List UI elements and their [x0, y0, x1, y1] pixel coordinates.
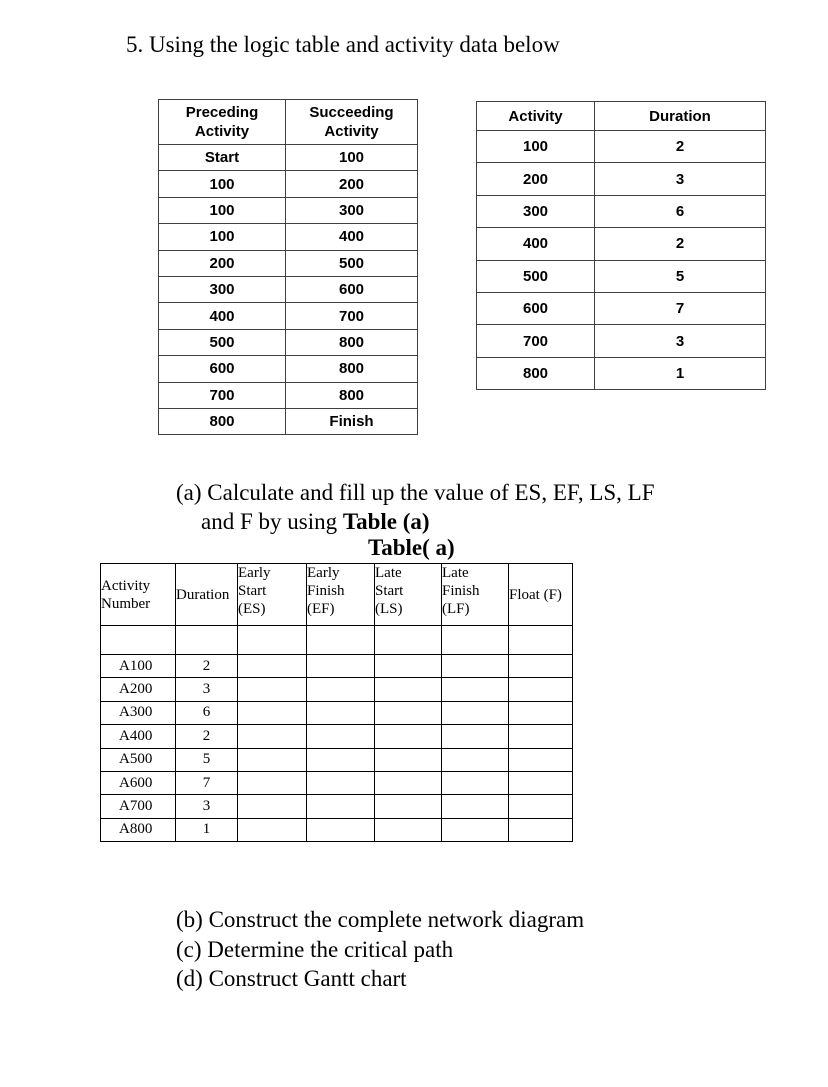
preceding-cell: 600 [159, 356, 286, 382]
activity-number-cell: A400 [101, 725, 176, 748]
succeeding-cell: 400 [286, 224, 418, 250]
ls-cell[interactable] [375, 655, 442, 678]
float-cell[interactable] [509, 795, 573, 818]
lf-cell[interactable] [442, 655, 509, 678]
float-cell[interactable] [509, 678, 573, 701]
preceding-cell: 800 [159, 408, 286, 434]
float-cell[interactable] [509, 655, 573, 678]
preceding-cell: Start [159, 145, 286, 171]
es-cell[interactable] [238, 748, 307, 771]
es-cell[interactable] [238, 795, 307, 818]
duration-cell: 3 [176, 678, 238, 701]
activity-number-cell: A600 [101, 771, 176, 794]
table-row [101, 771, 573, 794]
table-row [477, 195, 766, 227]
es-cell[interactable] [238, 678, 307, 701]
preceding-cell: 100 [159, 224, 286, 250]
lf-cell[interactable] [442, 725, 509, 748]
lf-cell[interactable] [442, 771, 509, 794]
table-row [477, 292, 766, 324]
part-a-line1: (a) Calculate and fill up the value of ES, EF, LS, LF [176, 480, 655, 505]
lf-cell[interactable] [442, 748, 509, 771]
duration-cell: 2 [176, 725, 238, 748]
table-row [477, 260, 766, 292]
table-row [159, 171, 418, 197]
table-row [159, 382, 418, 408]
lf-cell[interactable] [442, 701, 509, 724]
duration-cell: 3 [595, 325, 766, 357]
table-row [159, 408, 418, 434]
activity-cell: 100 [477, 131, 595, 163]
lf-cell[interactable] [442, 818, 509, 841]
table-row [159, 250, 418, 276]
blank-cell[interactable] [238, 626, 307, 655]
ls-cell[interactable] [375, 678, 442, 701]
preceding-cell: 500 [159, 329, 286, 355]
activity-cell: 700 [477, 325, 595, 357]
es-cell[interactable] [238, 771, 307, 794]
succeeding-cell: 800 [286, 329, 418, 355]
ls-cell[interactable] [375, 818, 442, 841]
header-ef: Early Finish (EF) [307, 564, 375, 626]
ef-cell[interactable] [307, 795, 375, 818]
es-cell[interactable] [238, 818, 307, 841]
header-lf: Late Finish (LF) [442, 564, 509, 626]
ls-cell[interactable] [375, 795, 442, 818]
duration-cell: 5 [176, 748, 238, 771]
ef-cell[interactable] [307, 678, 375, 701]
logic-table-header [159, 100, 418, 145]
table-row [159, 303, 418, 329]
succeeding-cell: Finish [286, 408, 418, 434]
activity-cell: 200 [477, 163, 595, 195]
activity-number-cell: A800 [101, 818, 176, 841]
part-a-table-ref: Table (a) [342, 509, 430, 534]
duration-cell: 6 [176, 701, 238, 724]
succeeding-cell: 200 [286, 171, 418, 197]
table-row [101, 725, 573, 748]
ef-cell[interactable] [307, 701, 375, 724]
table-row [101, 795, 573, 818]
header-ls: Late Start (LS) [375, 564, 442, 626]
table-row [477, 325, 766, 357]
ef-cell[interactable] [307, 748, 375, 771]
table-row [477, 228, 766, 260]
succeeding-cell: 600 [286, 276, 418, 302]
blank-cell[interactable] [101, 626, 176, 655]
preceding-cell: 400 [159, 303, 286, 329]
activity-number-cell: A200 [101, 678, 176, 701]
succeeding-cell: 300 [286, 197, 418, 223]
table-row [477, 357, 766, 389]
succeeding-cell: 800 [286, 382, 418, 408]
ls-cell[interactable] [375, 748, 442, 771]
table-row [477, 131, 766, 163]
succeeding-cell: 700 [286, 303, 418, 329]
blank-cell[interactable] [375, 626, 442, 655]
duration-cell: 1 [176, 818, 238, 841]
duration-cell: 2 [176, 655, 238, 678]
remaining-parts [176, 905, 584, 994]
header-duration: Duration [176, 564, 238, 626]
ef-cell[interactable] [307, 818, 375, 841]
table-row [101, 748, 573, 771]
float-cell[interactable] [509, 818, 573, 841]
activity-cell: 400 [477, 228, 595, 260]
header-activity-number: Activity Number [101, 564, 176, 626]
table-row [159, 356, 418, 382]
preceding-cell: 700 [159, 382, 286, 408]
part-d: (d) Construct Gantt chart [176, 966, 407, 991]
table-a-caption: Table( a) [368, 535, 455, 560]
ls-cell[interactable] [375, 771, 442, 794]
activity-number-cell: A300 [101, 701, 176, 724]
float-cell[interactable] [509, 701, 573, 724]
duration-cell: 3 [595, 163, 766, 195]
header-es: Early Start (ES) [238, 564, 307, 626]
ef-cell[interactable] [307, 771, 375, 794]
lf-cell[interactable] [442, 795, 509, 818]
succeeding-cell: 500 [286, 250, 418, 276]
blank-cell[interactable] [307, 626, 375, 655]
part-c: (c) Determine the critical path [176, 936, 454, 962]
table-a [100, 563, 573, 842]
ef-cell[interactable] [307, 725, 375, 748]
preceding-cell: 100 [159, 171, 286, 197]
table-a-header [101, 564, 573, 626]
logic-table [158, 99, 418, 435]
activity-cell: 600 [477, 292, 595, 324]
blank-row [101, 626, 573, 655]
blank-cell[interactable] [176, 626, 238, 655]
activity-number-cell: A700 [101, 795, 176, 818]
header-preceding: Preceding Activity [159, 100, 286, 145]
float-cell[interactable] [509, 725, 573, 748]
activity-cell: 800 [477, 357, 595, 389]
es-cell[interactable] [238, 655, 307, 678]
duration-cell: 7 [176, 771, 238, 794]
blank-cell[interactable] [509, 626, 573, 655]
question-title: 5. Using the logic table and activity data below [126, 32, 560, 57]
table-row [101, 818, 573, 841]
succeeding-cell: 100 [286, 145, 418, 171]
float-cell[interactable] [509, 771, 573, 794]
blank-cell[interactable] [442, 626, 509, 655]
es-cell[interactable] [238, 701, 307, 724]
table-row [159, 329, 418, 355]
ls-cell[interactable] [375, 725, 442, 748]
duration-table-header [477, 102, 766, 131]
duration-cell: 7 [595, 292, 766, 324]
table-row [101, 655, 573, 678]
table-row [159, 197, 418, 223]
duration-cell: 5 [595, 260, 766, 292]
table-row [159, 224, 418, 250]
activity-cell: 500 [477, 260, 595, 292]
lf-cell[interactable] [442, 678, 509, 701]
duration-cell: 2 [595, 228, 766, 260]
ls-cell[interactable] [375, 701, 442, 724]
header-activity: Activity [477, 102, 595, 131]
succeeding-cell: 800 [286, 356, 418, 382]
preceding-cell: 100 [159, 197, 286, 223]
preceding-cell: 200 [159, 250, 286, 276]
part-a-line2-text: and F by using [201, 509, 343, 534]
table-row [477, 163, 766, 195]
duration-table [476, 101, 766, 390]
es-cell[interactable] [238, 725, 307, 748]
table-row [159, 145, 418, 171]
table-row [159, 276, 418, 302]
table-row [101, 678, 573, 701]
part-a-instruction [176, 478, 655, 536]
part-b: (b) Construct the complete network diagram [176, 907, 585, 932]
duration-cell: 1 [595, 357, 766, 389]
duration-cell: 3 [176, 795, 238, 818]
preceding-cell: 300 [159, 276, 286, 302]
activity-number-cell: A100 [101, 655, 176, 678]
duration-cell: 6 [595, 195, 766, 227]
activity-cell: 300 [477, 195, 595, 227]
header-succeeding: Succeeding Activity [286, 100, 418, 145]
ef-cell[interactable] [307, 655, 375, 678]
header-float: Float (F) [509, 564, 573, 626]
duration-cell: 2 [595, 131, 766, 163]
part-a-line2 [176, 507, 655, 536]
header-duration: Duration [595, 102, 766, 131]
activity-number-cell: A500 [101, 748, 176, 771]
table-row [101, 701, 573, 724]
float-cell[interactable] [509, 748, 573, 771]
